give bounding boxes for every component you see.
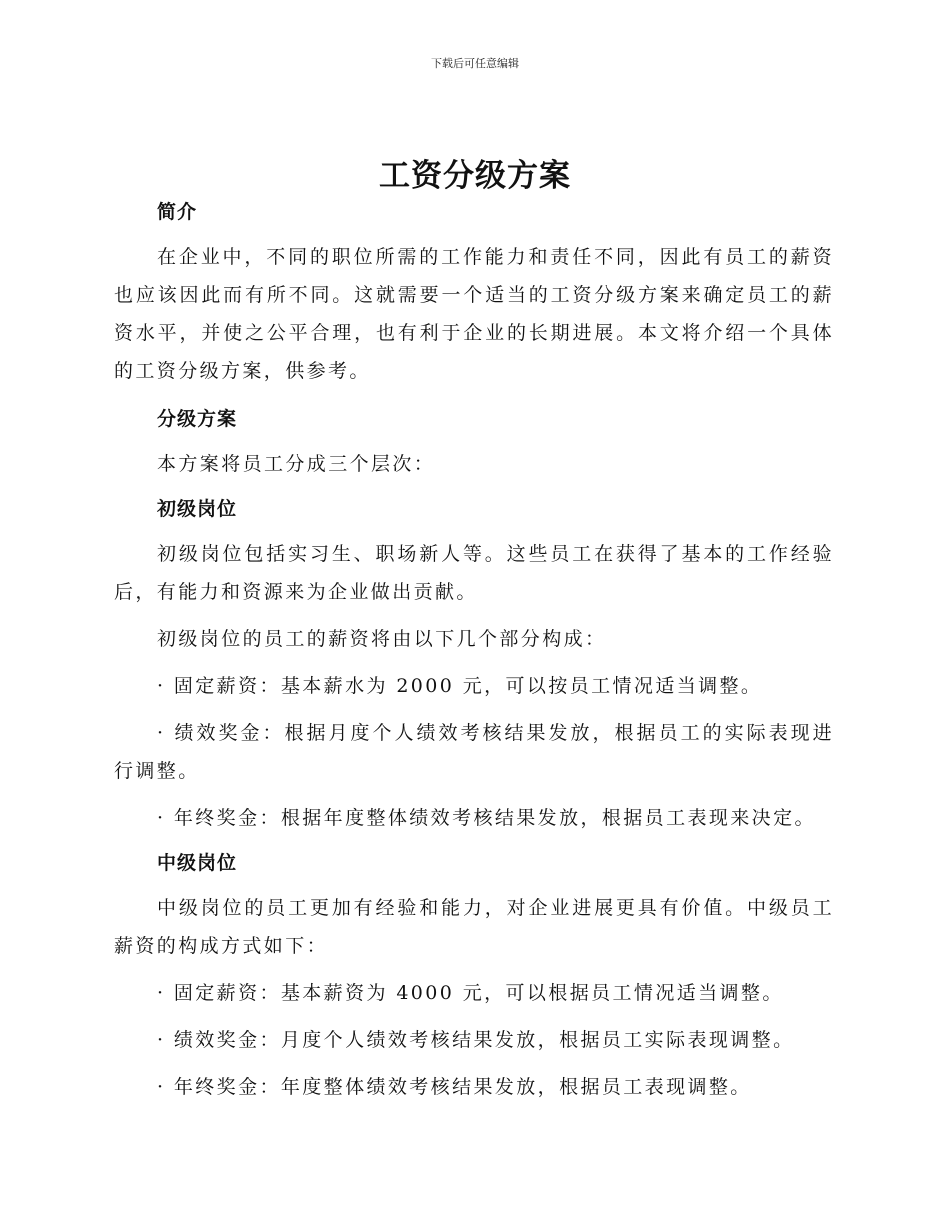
document-title: 工资分级方案	[379, 158, 571, 194]
list-item-mid-performance: · 绩效奖金：月度个人绩效考核结果发放，根据员工实际表现调整。	[157, 1029, 795, 1051]
list-item-junior-performance: · 绩效奖金：根据月度个人绩效考核结果发放，根据员工的实际表现进行调整。	[114, 722, 834, 782]
paragraph-intro: 在企业中，不同的职位所需的工作能力和责任不同，因此有员工的薪资也应该因此而有所不同。这就需要一个适当的工资分级方案来确定员工的薪资水平，并使之公平合理，也有利于企业的长期进展。本文将介绍一个具体的工资分级方案，供参考。	[114, 246, 834, 382]
section-heading-mid: 中级岗位	[157, 852, 238, 874]
section-heading-plan: 分级方案	[157, 408, 238, 430]
section-heading-junior: 初级岗位	[157, 498, 238, 520]
section-heading-intro: 简介	[157, 201, 198, 223]
paragraph-plan: 本方案将员工分成三个层次：	[157, 453, 436, 475]
paragraph-junior: 初级岗位包括实习生、职场新人等。这些员工在获得了基本的工作经验后，有能力和资源来为企业做出贡献。	[114, 543, 834, 603]
paragraph-mid: 中级岗位的员工更加有经验和能力，对企业进展更具有价值。中级员工薪资的构成方式如下：	[114, 897, 834, 957]
paragraph-junior-pay-intro: 初级岗位的员工的薪资将由以下几个部分构成：	[157, 628, 607, 650]
list-item-mid-yearend: · 年终奖金：年度整体绩效考核结果发放，根据员工表现调整。	[157, 1076, 752, 1098]
header-note: 下载后可任意编辑	[431, 57, 519, 70]
document-body	[114, 195, 834, 1106]
list-item-junior-fixed: · 固定薪资：基本薪水为 2000 元，可以按员工情况适当调整。	[157, 675, 763, 697]
list-item-mid-fixed: · 固定薪资：基本薪资为 4000 元，可以根据员工情况适当调整。	[157, 982, 784, 1004]
list-item-junior-yearend: · 年终奖金：根据年度整体绩效考核结果发放，根据员工表现来决定。	[157, 807, 816, 829]
